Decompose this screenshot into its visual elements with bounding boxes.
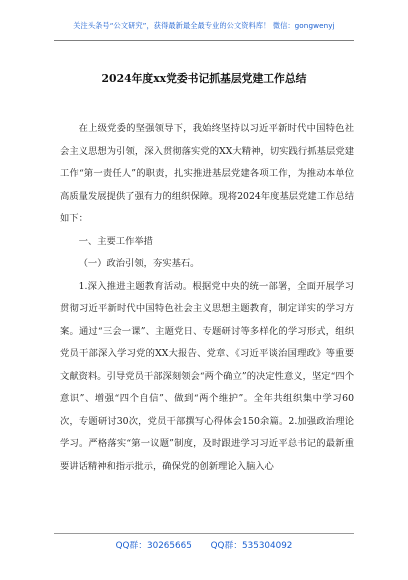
footer: [0, 538, 408, 551]
body-paragraph: 1.深入推进主题教育活动。根据党中央的统一部署，全面开展学习贯彻习近平新时代中国特色社会主义思想主题教育，制定详实的学习方案。通过“三会一课”、主题党日、专题研讨等多样化的学习形式，组织党员干部深入学习党的XX大报告、党章、《习近平谈治国理政》等重要文献资料。引导党员干部深刻领会“两个确立”的决定性意义，坚定“四个意识”、增强“四个自信”、做到“两个维护”。全年共组织集中学习60次，专题研讨30次，党员干部撰写心得体会150余篇。2.加强政治理论学习。严格落实“第一议题”制度，及时跟进学习习近平总书记的最新重要讲话精神和指示批示，确保党的创新理论入脑入心: [60, 280, 354, 472]
document-body: [60, 118, 354, 478]
document-title: 2024年度xx党委书记抓基层党建工作总结: [101, 72, 307, 85]
subsection-heading: （一）政治引领，夯实基石。: [78, 258, 200, 269]
footer-qq-group-1: QQ群：30265665: [115, 541, 192, 551]
footer-qq-group-2: QQ群：535304092: [210, 541, 293, 551]
intro-paragraph: 在上级党委的坚强领导下，我始终坚持以习近平新时代中国特色社会主义思想为引领，深入贯彻落实党的XX大精神，切实践行抓基层党建工作“第一责任人”的职责，扎实推进基层党建各项工作，为推动本单位高质量发展提供了强有力的组织保障。现将2024年度基层党建工作总结如下：: [60, 123, 354, 224]
section-heading: 一、主要工作举措: [78, 235, 153, 247]
header-divider: [54, 40, 354, 41]
footer-divider: [54, 533, 354, 534]
header-notice: 关注头条号“公文研究”，获得最新最全最专业的公文资料库！ 微信：gongwenyj: [73, 21, 335, 30]
